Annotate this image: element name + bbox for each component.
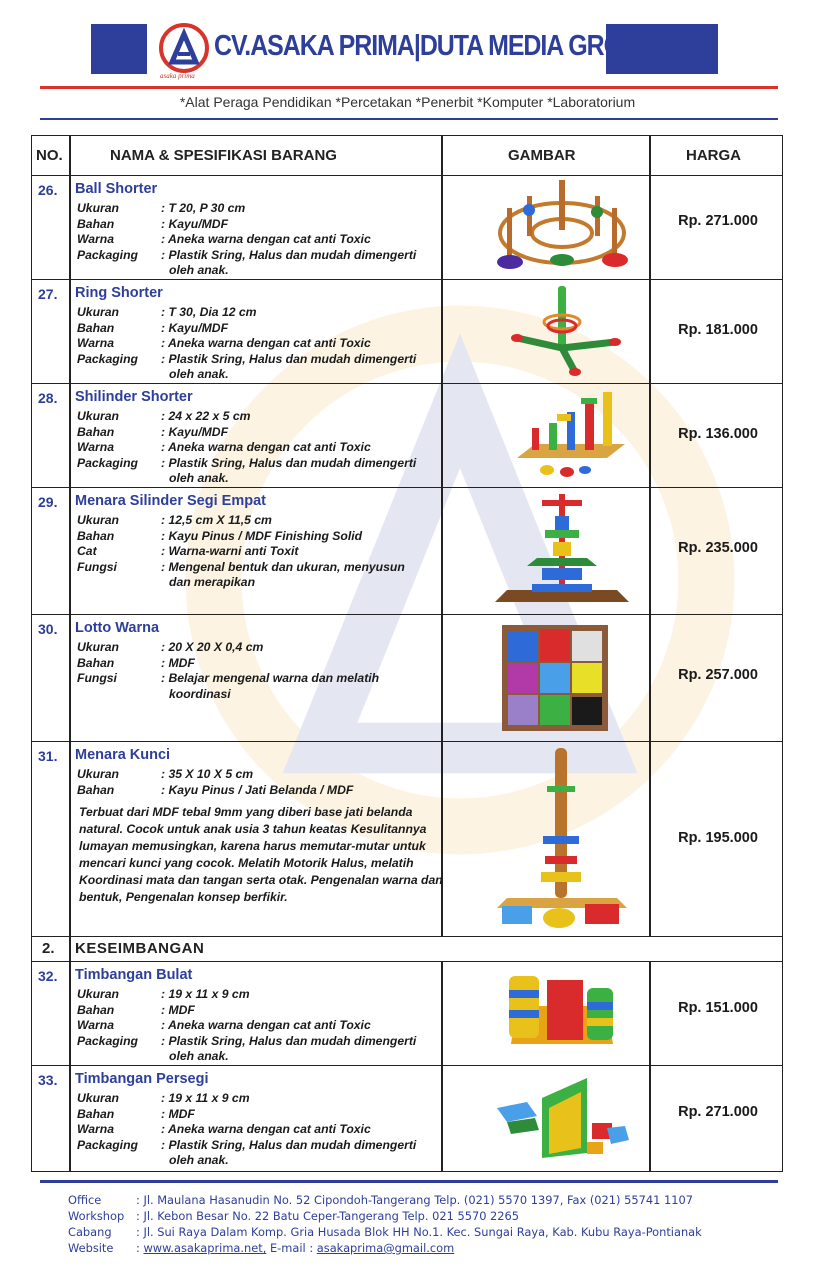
row-number: 30. (38, 621, 58, 637)
footer-label: Cabang (68, 1225, 112, 1239)
spec-key: Warna (77, 336, 115, 351)
spec-key: Bahan (77, 1002, 115, 1017)
product-price: Rp. 235.000 (678, 540, 758, 556)
row-number: 32. (38, 968, 58, 984)
product-name: Timbangan Bulat (75, 967, 193, 983)
spec-value: : Plastik Sring, Halus dan mudah dimengerti (161, 351, 417, 366)
product-specs (77, 640, 447, 702)
row-number: 31. (38, 748, 58, 764)
product-name: Ball Shorter (75, 181, 158, 197)
spec-value: : 19 x 11 x 9 cm (161, 1091, 250, 1105)
spec-key (77, 367, 161, 383)
row-number: 33. (38, 1072, 58, 1088)
spec-key: Ukuran (77, 640, 119, 654)
spec-value: oleh anak. (169, 1049, 229, 1064)
spec-key: Warna (77, 440, 115, 455)
menara-silinder-image (487, 492, 637, 610)
footer-value: : Jl. Maulana Hasanudin No. 52 Cipondoh-Tangerang Telp. (021) 5570 1397, Fax (021) 55741 1107 (136, 1193, 693, 1207)
spec-key: Packaging (77, 247, 138, 262)
spec-value: : Warna-warni anti Toxit (161, 544, 299, 559)
product-specs (77, 201, 447, 279)
spec-value: oleh anak. (169, 367, 229, 382)
product-price: Rp. 181.000 (678, 322, 758, 338)
header-name: NAMA & SPESIFIKASI BARANG (110, 147, 337, 164)
spec-key: Ukuran (77, 767, 119, 781)
product-table (31, 135, 783, 1172)
footer-rule (40, 1180, 778, 1183)
spec-value: : 24 x 22 x 5 cm (161, 409, 251, 423)
spec-key: Fungsi (77, 671, 117, 686)
spec-key: Bahan (77, 320, 115, 335)
category-number: 2. (42, 940, 55, 957)
spec-value: : MDF (161, 1106, 195, 1121)
category-title: KESEIMBANGAN (75, 940, 205, 957)
spec-key: Packaging (77, 1033, 138, 1048)
spec-key: Packaging (77, 351, 138, 366)
category-row (32, 937, 782, 962)
row-number: 26. (38, 182, 58, 198)
spec-key (77, 575, 161, 591)
company-logo (158, 22, 210, 74)
table-row (32, 488, 782, 615)
spec-key (77, 1153, 161, 1169)
ring-shorter-image (487, 282, 637, 380)
timbangan-bulat-image (487, 966, 637, 1062)
footer-label: Office (68, 1193, 102, 1207)
footer-label: Website (68, 1241, 114, 1255)
spec-value: : Kayu Pinus / MDF Finishing Solid (161, 528, 363, 543)
spec-key: Ukuran (77, 409, 119, 423)
table-row (32, 962, 782, 1066)
spec-key: Packaging (77, 455, 138, 470)
product-name: Ring Shorter (75, 285, 163, 301)
product-specs (77, 1091, 447, 1169)
table-row (32, 176, 782, 280)
spec-key: Ukuran (77, 305, 119, 319)
menara-kunci-image (487, 746, 637, 934)
spec-key (77, 471, 161, 487)
spec-value: : Plastik Sring, Halus dan mudah dimengerti (161, 1033, 417, 1048)
spec-key: Bahan (77, 216, 115, 231)
lotto-warna-image (500, 623, 610, 733)
spec-key: Bahan (77, 424, 115, 439)
header-rule-red (40, 86, 778, 89)
timbangan-persegi-image (487, 1068, 637, 1164)
table-row (32, 742, 782, 937)
product-specs (77, 305, 447, 383)
header-rule-blue (40, 118, 778, 120)
spec-value: dan merapikan (169, 575, 256, 590)
product-price: Rp. 257.000 (678, 667, 758, 683)
product-specs (77, 987, 447, 1065)
spec-value: : Plastik Sring, Halus dan mudah dimengerti (161, 247, 417, 262)
spec-value: : Mengenal bentuk dan ukuran, menyusun (161, 559, 405, 574)
table-row (32, 615, 782, 742)
row-number: 29. (38, 494, 58, 510)
spec-key: Warna (77, 232, 115, 247)
product-price: Rp. 271.000 (678, 213, 758, 229)
spec-value: : 20 X 20 X 0,4 cm (161, 640, 264, 654)
ball-shorter-image (487, 178, 637, 276)
spec-value: : Aneka warna dengan cat anti Toxic (161, 1018, 371, 1033)
table-row (32, 280, 782, 384)
product-specs (77, 409, 447, 487)
row-number: 28. (38, 390, 58, 406)
spec-key: Ukuran (77, 201, 119, 215)
email-link[interactable]: asakaprima@gmail.com (316, 1241, 455, 1255)
email-label: E-mail : (266, 1241, 317, 1255)
spec-value: : 12,5 cm X 11,5 cm (161, 513, 272, 527)
header-block-left (91, 24, 147, 74)
spec-key: Fungsi (77, 559, 117, 574)
product-price: Rp. 136.000 (678, 426, 758, 442)
spec-key: Bahan (77, 655, 115, 670)
footer-value: : Jl. Kebon Besar No. 22 Batu Ceper-Tangerang Telp. 021 5570 2265 (136, 1209, 520, 1223)
spec-key: Warna (77, 1122, 115, 1137)
spec-key: Cat (77, 544, 97, 559)
spec-key: Warna (77, 1018, 115, 1033)
spec-value: : Aneka warna dengan cat anti Toxic (161, 1122, 371, 1137)
product-name: Shilinder Shorter (75, 389, 193, 405)
tagline: *Alat Peraga Pendidikan *Percetakan *Penerbit *Komputer *Laboratorium (179, 94, 636, 110)
spec-value: koordinasi (169, 686, 231, 701)
spec-value: oleh anak. (169, 263, 229, 278)
product-price: Rp. 195.000 (678, 830, 758, 846)
product-name: Lotto Warna (75, 620, 160, 636)
spec-value: : Plastik Sring, Halus dan mudah dimengerti (161, 1137, 417, 1152)
website-link[interactable]: www.asakaprima.net, (143, 1241, 267, 1255)
table-row (32, 1066, 782, 1171)
footer-label: Workshop (68, 1209, 125, 1223)
spec-value: : 19 x 11 x 9 cm (161, 987, 250, 1001)
spec-value: : Kayu Pinus / Jati Belanda / MDF (161, 782, 354, 797)
table-row (32, 384, 782, 488)
spec-value: oleh anak. (169, 1153, 229, 1168)
footer-sep: : (136, 1241, 144, 1255)
spec-value: : T 30, Dia 12 cm (161, 305, 257, 319)
product-description: Terbuat dari MDF tebal 9mm yang diberi base jati belanda natural. Cocok untuk anak usia 3 tahun keatas Kesulitannya lumayan memusingkan, karena harus memutar-mutar untuk mencari kunci yang cocok. Melatih Motorik Halus, melatih Koordinasi mata dan tangan serta otak. Pengenalan warna dan bentuk, Pengenalan konsep berfikir. (79, 805, 443, 904)
product-specs (77, 767, 447, 798)
spec-value: : Kayu/MDF (161, 424, 229, 439)
spec-value: : Aneka warna dengan cat anti Toxic (161, 336, 371, 351)
spec-value: : 35 X 10 X 5 cm (161, 767, 254, 781)
table-header (32, 136, 782, 176)
spec-key (77, 687, 161, 703)
spec-key: Bahan (77, 782, 115, 797)
product-name: Menara Silinder Segi Empat (75, 493, 266, 509)
row-number: 27. (38, 286, 58, 302)
header-price: HARGA (686, 147, 741, 164)
spec-value: : T 20, P 30 cm (161, 201, 246, 215)
spec-key: Bahan (77, 1106, 115, 1121)
product-name: Timbangan Persegi (75, 1071, 209, 1087)
spec-value: : MDF (161, 655, 195, 670)
spec-value: : Aneka warna dengan cat anti Toxic (161, 232, 371, 247)
spec-value: : Belajar mengenal warna dan melatih (161, 671, 380, 686)
spec-value: : Kayu/MDF (161, 216, 229, 231)
logo-subtitle: asaka prima (160, 72, 195, 80)
footer-value: : Jl. Sui Raya Dalam Komp. Gria Husada Blok HH No.1. Kec. Sungai Raya, Kab. Kubu Raya-Pontianak (136, 1225, 702, 1239)
product-price: Rp. 151.000 (678, 1000, 758, 1016)
spec-key: Bahan (77, 528, 115, 543)
spec-key (77, 1049, 161, 1065)
product-name: Menara Kunci (75, 747, 171, 763)
spec-value: : Aneka warna dengan cat anti Toxic (161, 440, 371, 455)
spec-value: : MDF (161, 1002, 195, 1017)
spec-value: oleh anak. (169, 471, 229, 486)
spec-key: Ukuran (77, 987, 119, 1001)
header-image: GAMBAR (508, 147, 576, 164)
spec-value: : Kayu/MDF (161, 320, 229, 335)
footer-contact (68, 1192, 702, 1256)
header-no: NO. (36, 147, 63, 164)
spec-key (77, 263, 161, 279)
spec-key: Ukuran (77, 1091, 119, 1105)
shilinder-shorter-image (487, 388, 637, 484)
spec-value: : Plastik Sring, Halus dan mudah dimengerti (161, 455, 417, 470)
spec-key: Packaging (77, 1137, 138, 1152)
spec-key: Ukuran (77, 513, 119, 527)
product-price: Rp. 271.000 (678, 1104, 758, 1120)
product-specs (77, 513, 447, 591)
company-name: CV.ASAKA PRIMA|DUTA MEDIA GROUP (214, 30, 655, 62)
